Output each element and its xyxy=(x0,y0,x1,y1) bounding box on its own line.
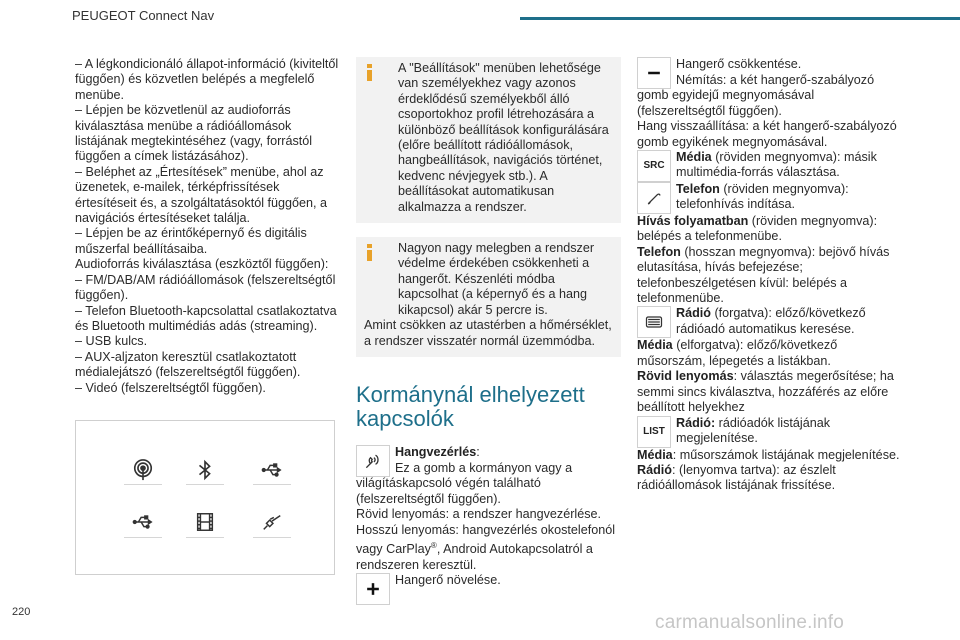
text-line: – Beléphet az „Értesítések” menübe, ahol az üzenetek, e-mailek, térképfrissítések értesítéseit és, a szolgáltatásoktól függően, a navigációs értesítéseket találja. xyxy=(75,164,328,226)
text-line: Némítás: a két hangerő-szabályozó gomb egyidejű megnyomásával (felszereltségtől függően). xyxy=(637,73,875,118)
volume-up-icon xyxy=(356,573,390,605)
text-line: Audioforrás kiválasztása (eszköztől függően): xyxy=(75,257,329,272)
note-text: Nagyon nagy melegben a rendszer védelme érdekében csökkenheti a hangerőt. Készenléti módba kapcsolhat (a képernyő és a hang kikapcsol) akár 5 percre is. xyxy=(398,241,595,317)
bold-term: Média xyxy=(637,447,673,462)
radio-wheel-row xyxy=(637,306,902,338)
src-row xyxy=(637,150,902,182)
text-line: – FM/DAB/AM rádióállomások (felszereltségtől függően). xyxy=(75,272,336,303)
text-line xyxy=(637,463,902,494)
phone-row xyxy=(637,182,902,214)
page-number: 220 xyxy=(12,606,31,618)
text-line xyxy=(637,214,902,245)
text-line: – USB kulcs. xyxy=(75,334,148,349)
media-source-panel xyxy=(75,420,335,575)
term-description: : választás megerősítése; ha semmi sincs kiválasztva, hozzáférés az előre beállított helyekhez xyxy=(637,369,894,415)
list-button-icon xyxy=(637,416,671,448)
text-line xyxy=(356,523,621,573)
text-line: Hangerő csökkentése. xyxy=(676,57,802,71)
bold-term: Rádió xyxy=(637,462,672,477)
voice-long-text-end: , Android Autokapcsolatról a rendszeren keresztül. xyxy=(356,542,593,572)
text-line: – A légkondicionáló állapot-információ (kiviteltől függően) és közvetlen belépés a megfelelő menübe. xyxy=(75,57,339,102)
text-line xyxy=(676,182,902,213)
usb-icon xyxy=(131,510,155,534)
text-line: – AUX-aljzaton keresztül csatlakoztatott médialejátszó (felszereltségtől függően). xyxy=(75,349,301,380)
column-right xyxy=(637,57,902,494)
text-line xyxy=(637,245,902,307)
column-left xyxy=(75,57,340,396)
text-line: Ez a gomb a kormányon vagy a világításkapcsoló végén található (felszereltségtől függően). xyxy=(356,460,573,506)
note-text: Amint csökken az utastérben a hőmérséklet, a rendszer visszatér normál üzemmódba. xyxy=(364,318,612,348)
text-line xyxy=(637,369,902,415)
text-line: – Telefon Bluetooth-kapcsolattal csatlakoztatva és Bluetooth multimédiás adás (streaming). xyxy=(75,303,337,333)
text-line xyxy=(676,416,902,447)
text-line xyxy=(676,150,902,181)
term-description: (elforgatva): előző/következő műsorszám, lépegetés a listákban. xyxy=(637,338,838,368)
list-row xyxy=(637,416,902,448)
info-note xyxy=(356,57,621,223)
term-description: : (lenyomva tartva): az észlelt rádióállomások listájának frissítése. xyxy=(637,462,836,493)
src-icon-label: SRC xyxy=(643,160,665,172)
term-description: (röviden megnyomva): telefonhívás indítása. xyxy=(676,182,849,212)
text-line: – Lépjen be közvetlenül az audioforrás kiválasztása menübe a rádióállomások listájának megtekintéséhez (vagy, forrástól függően a címek listázásához). xyxy=(75,103,313,164)
video-icon xyxy=(193,510,217,534)
text-line xyxy=(637,448,902,463)
src-button-icon xyxy=(637,150,671,182)
text-line: – Videó (felszereltségtől függően). xyxy=(75,380,266,395)
bold-term: Telefon xyxy=(676,182,720,197)
voice-title: Hangvezérlés xyxy=(395,444,477,459)
info-icon xyxy=(367,244,372,261)
bold-term: Telefon xyxy=(637,244,681,259)
bold-term: Hívás folyamatban xyxy=(637,214,749,229)
text-line: Hang visszaállítása: a két hangerő-szabályozó gomb egyikének megnyomásával. xyxy=(637,119,897,149)
registered-mark: ® xyxy=(430,540,437,550)
column-middle xyxy=(356,57,621,605)
term-description: rádióadók listájának megjelenítése. xyxy=(676,415,831,445)
bold-term: Média xyxy=(637,338,673,353)
thumbwheel-icon xyxy=(637,306,671,338)
info-note xyxy=(356,237,621,357)
term-description: (röviden megnyomva): másik multimédia-forrás választása. xyxy=(676,150,877,180)
voice-long-text: Hosszú lenyomás: hangvezérlés okostelefonól vagy CarPlay xyxy=(356,522,616,557)
text-line xyxy=(676,306,902,337)
term-description: (röviden megnyomva): belépés a telefonmenübe. xyxy=(637,214,878,244)
bold-term: Rádió xyxy=(676,306,711,321)
phone-icon xyxy=(637,182,671,214)
radio-icon xyxy=(131,458,155,482)
bold-term: Rádió: xyxy=(676,415,716,430)
term-description: (forgatva): előző/következő rádióadó automatikus keresése. xyxy=(676,306,866,336)
bold-term: Rövid lenyomás xyxy=(637,369,734,384)
text-line: – Lépjen be az érintőképernyő és digitális műszerfal beállításaiba. xyxy=(75,226,307,256)
bold-term: Média xyxy=(676,150,712,165)
watermark: carmanualsonline.info xyxy=(655,612,845,633)
voice-title-colon: : xyxy=(476,444,480,459)
voice-title-line xyxy=(395,445,621,460)
header-accent-bar xyxy=(520,17,960,20)
section-heading: Kormánynál elhelyezett kapcsolók xyxy=(356,381,585,431)
term-description: : műsorszámok listájának megjelenítése. xyxy=(672,447,900,462)
volume-down-icon xyxy=(637,57,671,89)
aux-icon xyxy=(260,510,284,534)
volume-up-row xyxy=(356,573,621,605)
info-icon xyxy=(367,64,372,81)
term-description: (hosszan megnyomva): bejövő hívás elutasítása, hívás befejezése; telefonbeszélgetésen kívül: belépés a telefonmenübe. xyxy=(637,244,890,306)
text-line: Hangerő növelése. xyxy=(395,572,501,587)
voice-control-icon xyxy=(356,445,390,477)
bluetooth-icon xyxy=(193,458,217,482)
text-line xyxy=(637,338,902,369)
note-text: A "Beállítások" menüben lehetősége van személyekhez vagy azonos érdeklődésű személyekből álló csoportokhoz profil létrehozására a különböző beállítások konfigurálására (előre beállított rádióállomások, hangbeállítások, navigációs történet, kedvenc névjegyek stb.). A beállításokat automatikusan alkalmazza a rendszer. xyxy=(398,61,609,214)
usb-icon xyxy=(260,458,284,482)
text-line: Rövid lenyomás: a rendszer hangvezérlése. xyxy=(356,507,602,522)
list-icon-label: LIST xyxy=(643,425,665,437)
header-title: PEUGEOT Connect Nav xyxy=(72,8,215,23)
